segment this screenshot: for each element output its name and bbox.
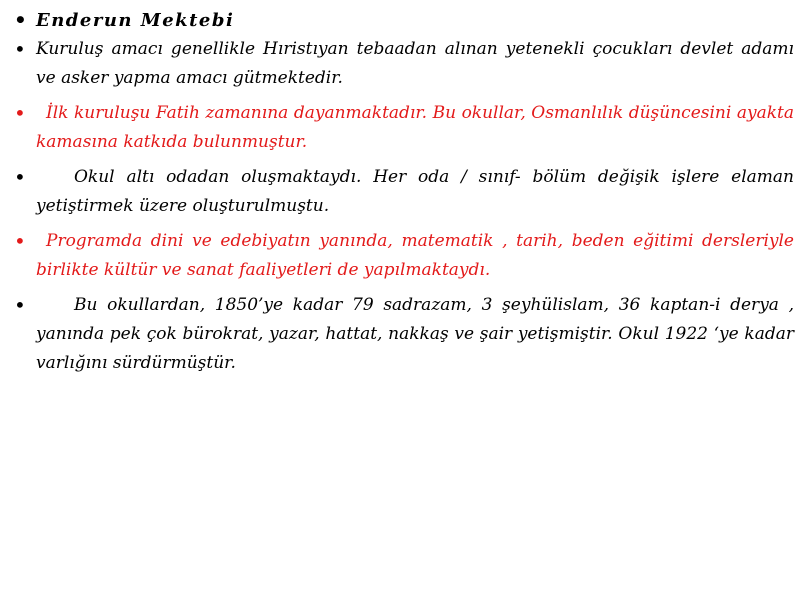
- bullet-item-rooms: [8, 163, 794, 221]
- bullet-item-title: [8, 6, 794, 35]
- bullet-item-program: [8, 227, 794, 285]
- bullet-icon: •: [14, 229, 26, 253]
- bullet-icon: •: [14, 165, 26, 189]
- bullet-icon: •: [14, 8, 29, 32]
- bullet-item-graduates: [8, 291, 794, 378]
- bullet-item-purpose: [8, 35, 794, 93]
- bullet-icon: •: [14, 101, 26, 125]
- bullet-text: Okul altı odadan oluşmaktaydı. Her oda / sınıf- bölüm değişik işlere elaman yetiştirmek üzere oluşturulmuştu.: [36, 167, 794, 216]
- bullet-list: [8, 6, 794, 384]
- bullet-text: İlk kuruluşu Fatih zamanına dayanmaktadır. Bu okullar, Osmanlılık düşüncesini ayakta kamasına katkıda bulunmuştur.: [36, 103, 794, 152]
- bullet-icon: •: [14, 293, 26, 317]
- bullet-item-founding: [8, 99, 794, 157]
- bullet-text: Programda dini ve edebiyatın yanında, matematik , tarih, beden eğitimi dersleriyle birlikte kültür ve sanat faaliyetleri de yapılmaktaydı.: [36, 231, 794, 280]
- bullet-text: Enderun Mektebi: [36, 10, 235, 31]
- bullet-text: Bu okullardan, 1850’ye kadar 79 sadrazam, 3 şeyhülislam, 36 kaptan-i derya , yanında pek çok bürokrat, yazar, hattat, nakkaş ve şair yetişmiştir. Okul 1922 ‘ye kadar varlığını sürdürmüştür.: [36, 295, 794, 373]
- bullet-icon: •: [14, 37, 26, 61]
- bullet-text: Kuruluş amacı genellikle Hıristıyan tebaadan alınan yetenekli çocukları devlet adamı ve asker yapma amacı gütmektedir.: [36, 39, 794, 88]
